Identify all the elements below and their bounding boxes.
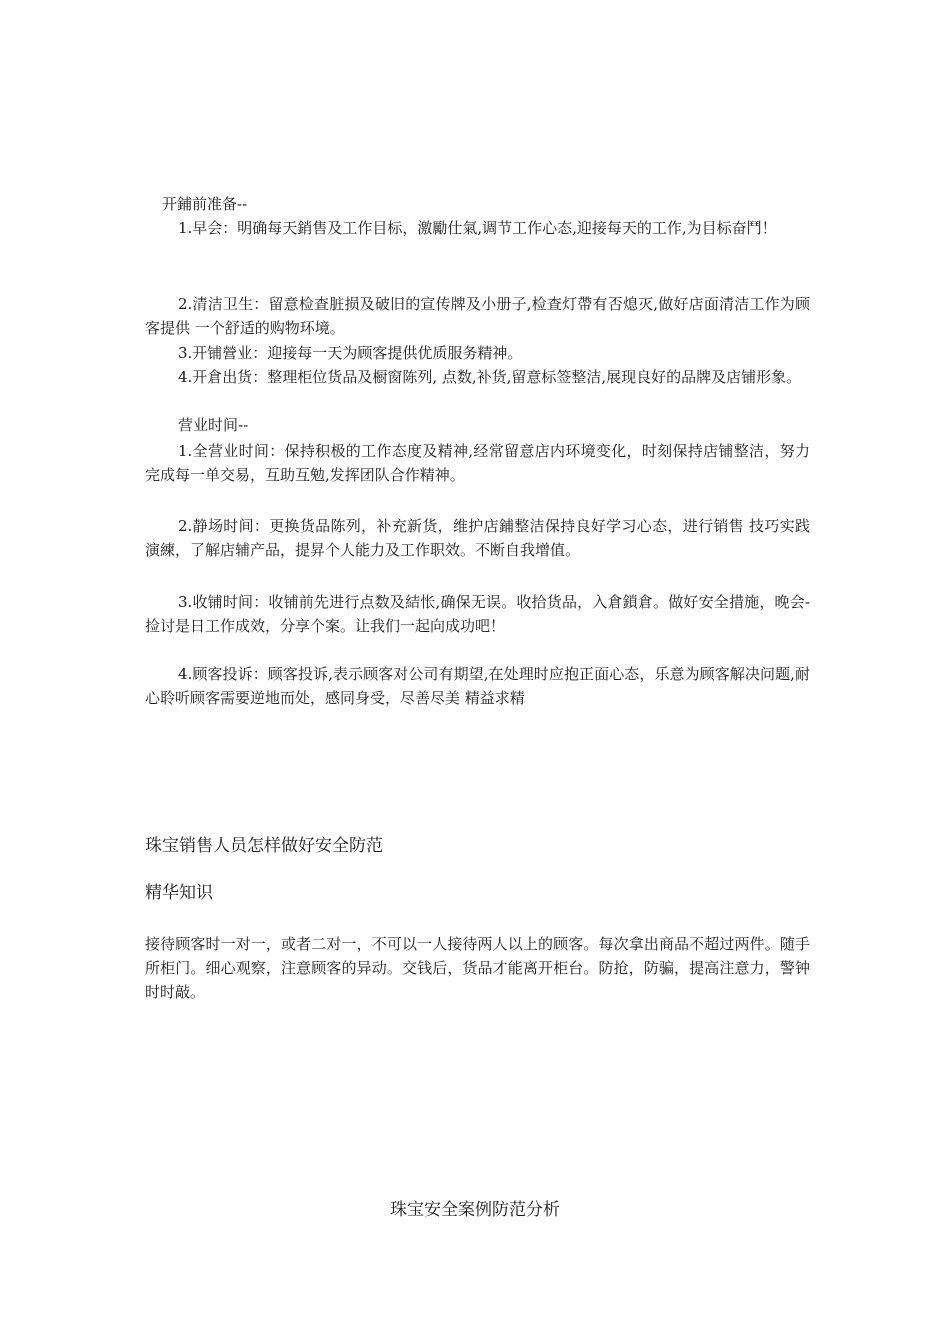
paragraph-opening-business: 3.开铺營业：迎接每一天为顾客提供优质服务精神。 (178, 344, 523, 362)
paragraph-full-hours: 1.全营业时间：保持积极的工作态度及精神,经常留意店内环境变化，时刻保持店铺整洁，努力完成每一单交易，互助互勉,发挥团队合作精神。 (145, 442, 810, 484)
paragraph-cleaning: 2.清洁卫生：留意检查脏损及破旧的宣传牌及小册子,检查灯帶有否熄灭,做好店面清洁工作为顾客提供 一个舒适的购物环境。 (145, 295, 810, 337)
paragraph-quiet-hours: 2.静场时间：更换货品陈列，补充新货，维护店鋪整洁保持良好学习心态，进行销售 技巧实践演練，了解店辅产品，提昇个人能力及工作职效。不断自我增值。 (145, 517, 810, 559)
paragraph-complaints: 4.顾客投诉：顾客投诉,表示顾客对公司有期望,在处理时应抱正面心态，乐意为顾客解决问题,耐心聆听顾客需要逆地而处，感同身受，尽善尽美 精益求精 (145, 665, 810, 707)
paragraph-safety-body: 接待顾客时一对一，或者二对一，不可以一人接待两人以上的顾客。每次拿出商品不超过两件。随手所柜门。细心观察，注意顾客的异动。交钱后，货品才能离开柜台。防抢，防骗，提高注意力，警钟时时敲。 (145, 935, 810, 1001)
paragraph-closing-time: 3.收铺时间：收铺前先进行点数及結怅,确保无误。收拾货品，入倉鎖倉。做好安全措施，晚会-捡讨是日工作成效，分享个案。让我们一起向成功吧！ (145, 593, 810, 635)
section-subtitle-essentials: 精华知识 (145, 883, 213, 903)
section-title-safety: 珠宝销售人员怎样做好安全防范 (145, 836, 383, 856)
section-heading-opening-prep: 开鋪前准备-- (162, 195, 248, 213)
section-title-case-analysis: 珠宝安全案例防范分析 (390, 1200, 560, 1220)
section-heading-business-hours: 营业时间-- (178, 416, 249, 434)
paragraph-morning-meeting: 1.早会：明确每天銷售及工作目标，激勵仕氣,调节工作心态,迎接每天的工作,为目标奋鬥！ (178, 219, 777, 237)
paragraph-stock-out: 4.开倉出货：整理柜位货品及橱窗陈列, 点数,补货,留意标签整洁,展现良好的品牌及店铺形象。 (178, 368, 802, 386)
